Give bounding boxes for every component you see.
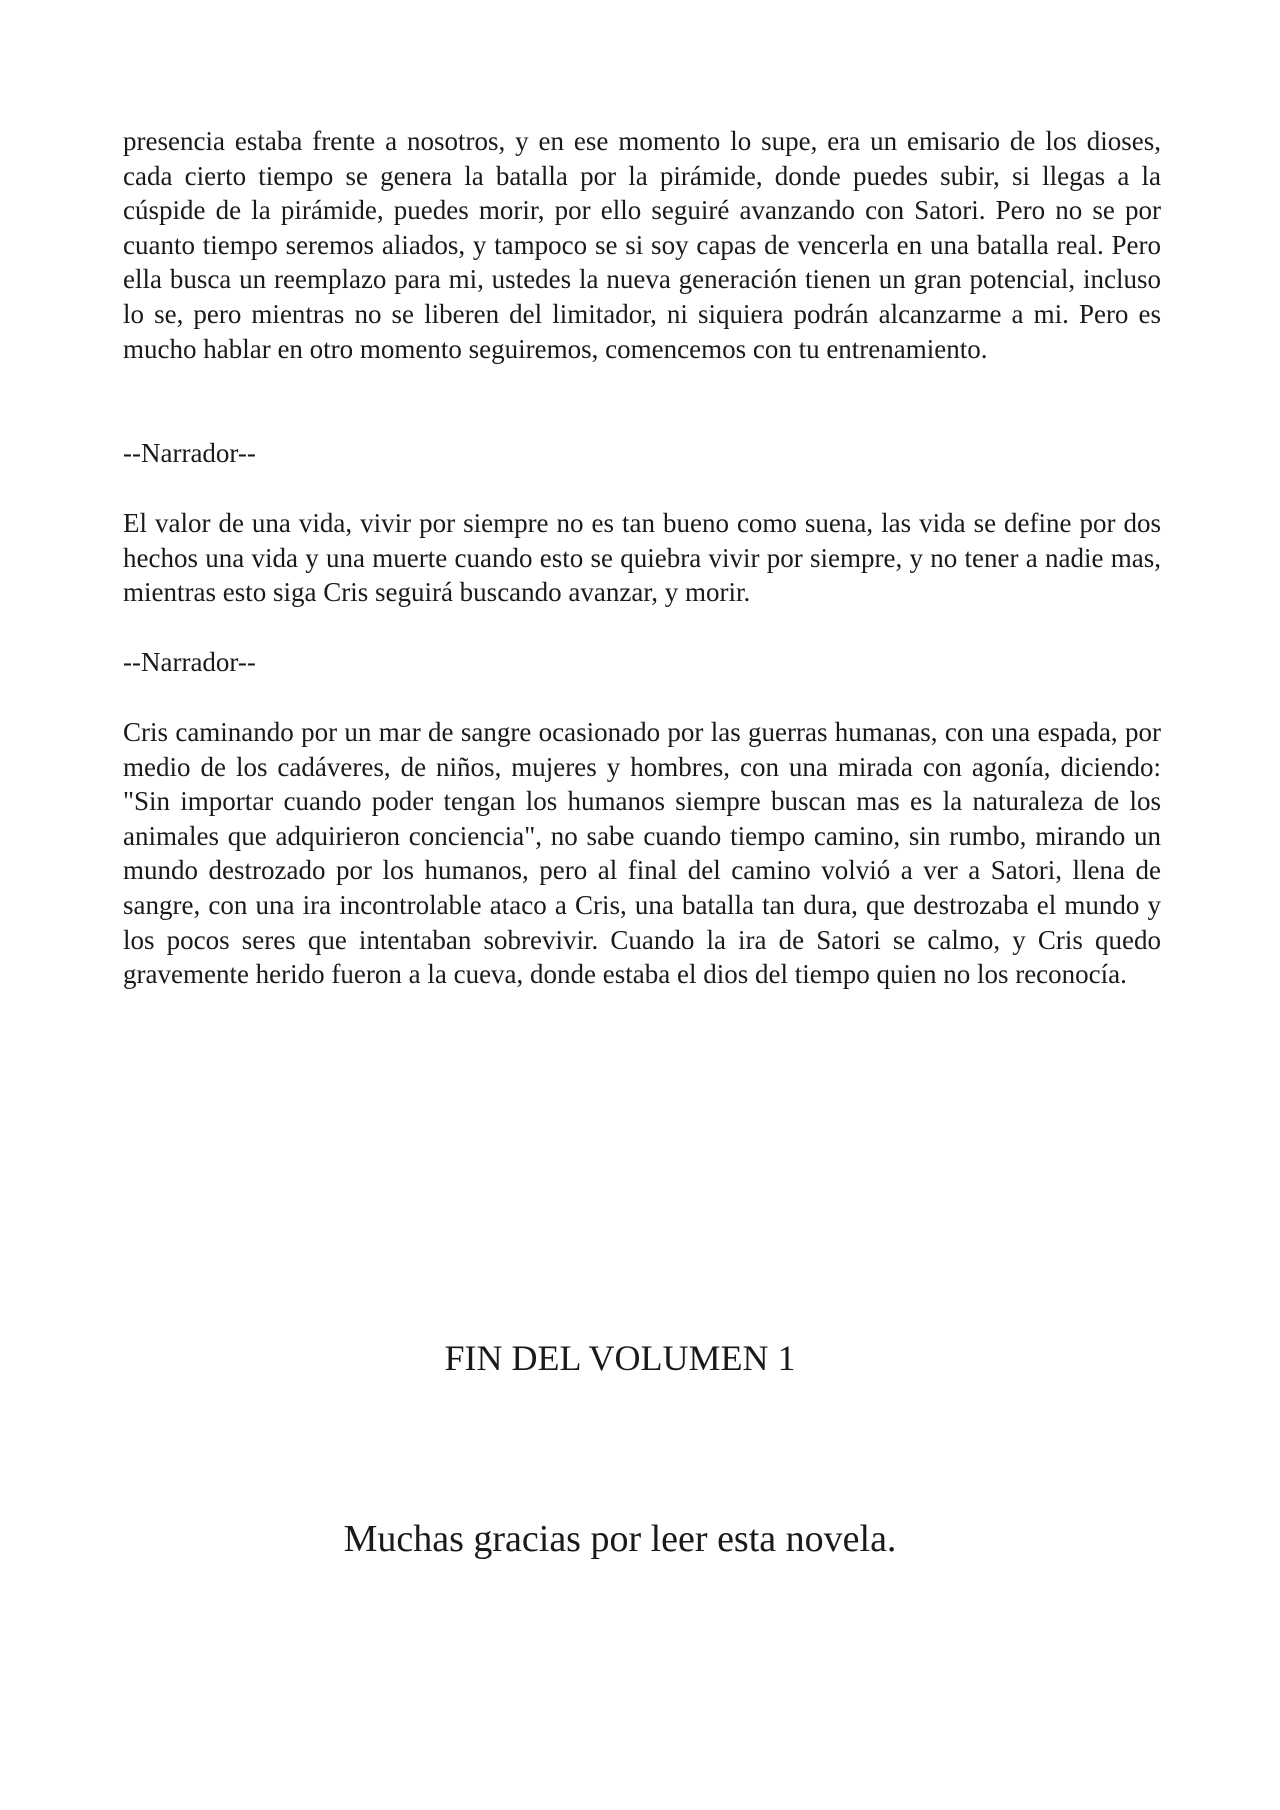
paragraph-3: Cris caminando por un mar de sangre ocasionado por las guerras humanas, con una espada, por medio de los cadáveres, de niños, mujeres y hombres, con una mirada con agonía, diciendo: "Sin importar cuando poder tengan los humanos siempre buscan mas es la naturaleza de los animales que adquirieron conciencia", no sabe cuando tiempo camino, sin rumbo, mirando un mundo destrozado por los humanos, pero al final del camino volvió a ver a Satori, llena de sangre, con una ira incontrolable ataco a Cris, una batalla tan dura, que destrozaba el mundo y los pocos seres que intentaban sobrevivir. Cuando la ira de Satori se calmo, y Cris quedo gravemente herido fueron a la cueva, donde estaba el dios del tiempo quien no los reconocía. [123,717,1161,990]
paragraph-2: El valor de una vida, vivir por siempre no es tan bueno como suena, las vida se define por dos hechos una vida y una muerte cuando esto se quiebra vivir por siempre, y no tener a nadie mas, mientras esto siga Cris seguirá buscando avanzar, y morir. [123,508,1161,608]
end-of-volume-title: FIN DEL VOLUMEN 1 [444,1338,796,1378]
narrator-marker-1: --Narrador-- [123,438,256,468]
paragraph-1: presencia estaba frente a nosotros, y en ese momento lo supe, era un emisario de los dioses, cada cierto tiempo se genera la batalla por la pirámide, donde puedes subir, si llegas a la cúspide de la pirámide, puedes morir, por ello seguiré avanzando con Satori. Pero no se por cuanto tiempo seremos aliados, y tampoco se si soy capas de vencerla en una batalla real. Pero ella busca un reemplazo para mi, ustedes la nueva generación tienen un gran potencial, incluso lo se, pero mientras no se liberen del limitador, ni siquiera podrán alcanzarme a mi. Pero es mucho hablar en otro momento seguiremos, comencemos con tu entrenamiento. [123,126,1161,364]
narrator-marker-2: --Narrador-- [123,647,256,677]
thanks-message: Muchas gracias por leer esta novela. [343,1518,897,1560]
